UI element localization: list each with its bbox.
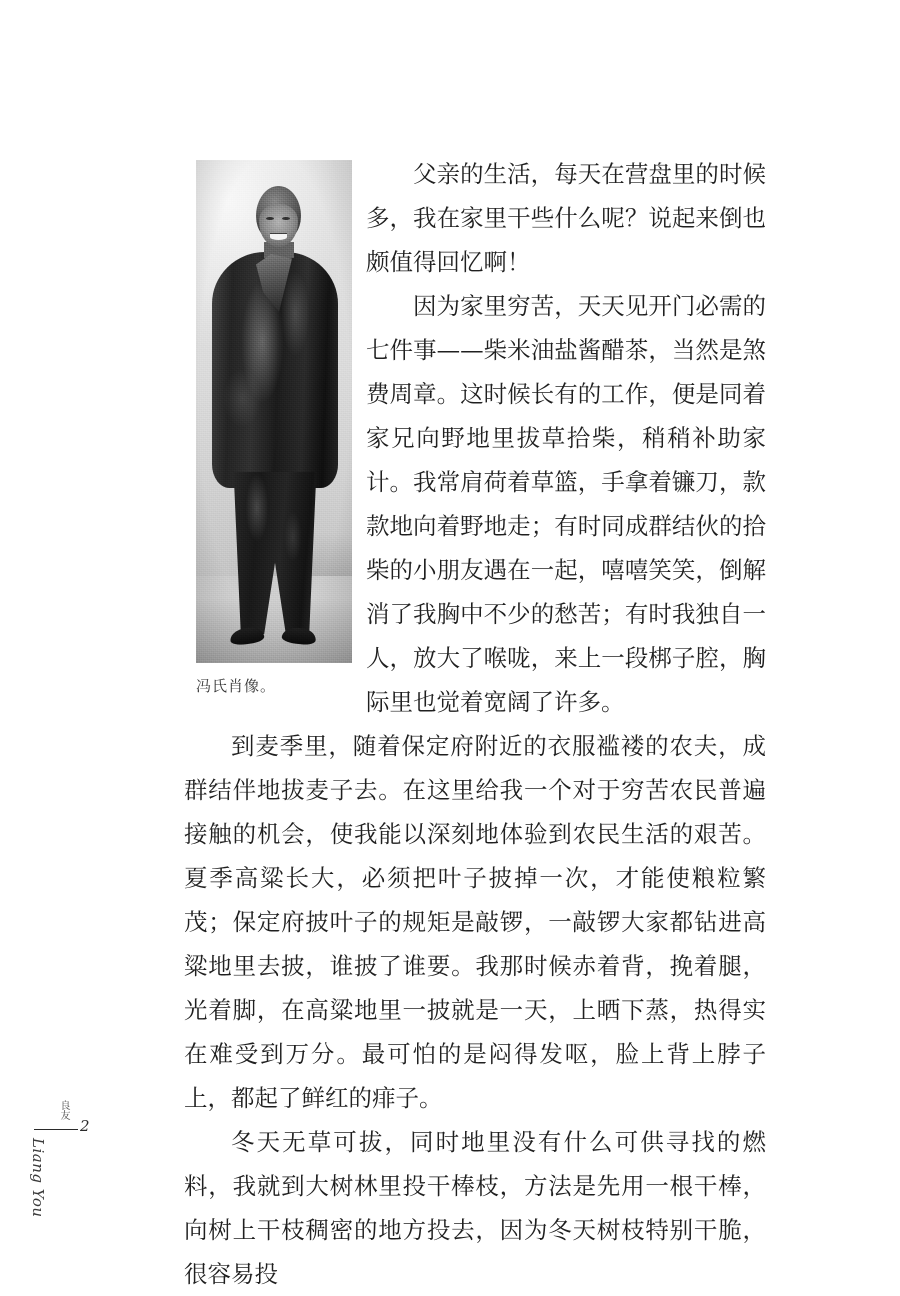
running-head-latin: Liang You <box>29 1138 47 1218</box>
body-text-column <box>184 152 766 1296</box>
running-head-block <box>14 548 94 1218</box>
paragraph-4: 冬天无草可拔，同时地里没有什么可供寻找的燃料，我就到大树林里投干棒枝，方法是先用一根干棒，向树上干枝稠密的地方投去，因为冬天树枝特别干脆，很容易投 <box>184 1128 766 1288</box>
running-head-chinese: 良友 <box>58 1100 69 1120</box>
figure-caption: 冯氏肖像。 <box>196 677 277 695</box>
paragraph-1: 父亲的生活，每天在营盘里的时候多，我在家里干些什么呢？说起来倒也颇值得回忆啊！ <box>366 160 766 276</box>
paragraph-2: 因为家里穷苦，天天见开门必需的七件事——柴米油盐酱醋茶，当然是煞费周章。这时候长有的工作，便是同着家兄向野地里拔草拾柴，稍稍补助家计。我常肩荷着草篮，手拿着镰刀，款款地向着野地走；有时同成群结伙的拾柴的小朋友遇在一起，嘻嘻笑笑，倒解消了我胸中不少的愁苦；有时我独自一人，放大了喉咙，来上一段梆子腔，胸际里也觉着宽阔了许多。 <box>366 292 766 716</box>
running-head-rule <box>34 1129 78 1130</box>
paragraph-3: 到麦季里，随着保定府附近的衣服褴褛的农夫，成群结伴地拔麦子去。在这里给我一个对于穷苦农民普遍接触的机会，使我能以深刻地体验到农民生活的艰苦。夏季高粱长大，必须把叶子披掉一次，才能使粮粒繁茂；保定府披叶子的规矩是敲锣，一敲锣大家都钻进高粱地里去披，谁披了谁要。我那时候赤着背，挽着腿，光着脚，在高粱地里一披就是一天，上晒下蒸，热得实在难受到万分。最可怕的是闷得发呕，脸上背上脖子上，都起了鲜红的痱子。 <box>184 732 766 1112</box>
page-number: 2 <box>80 1117 90 1135</box>
photo-text-wrap-spacer <box>184 152 366 692</box>
